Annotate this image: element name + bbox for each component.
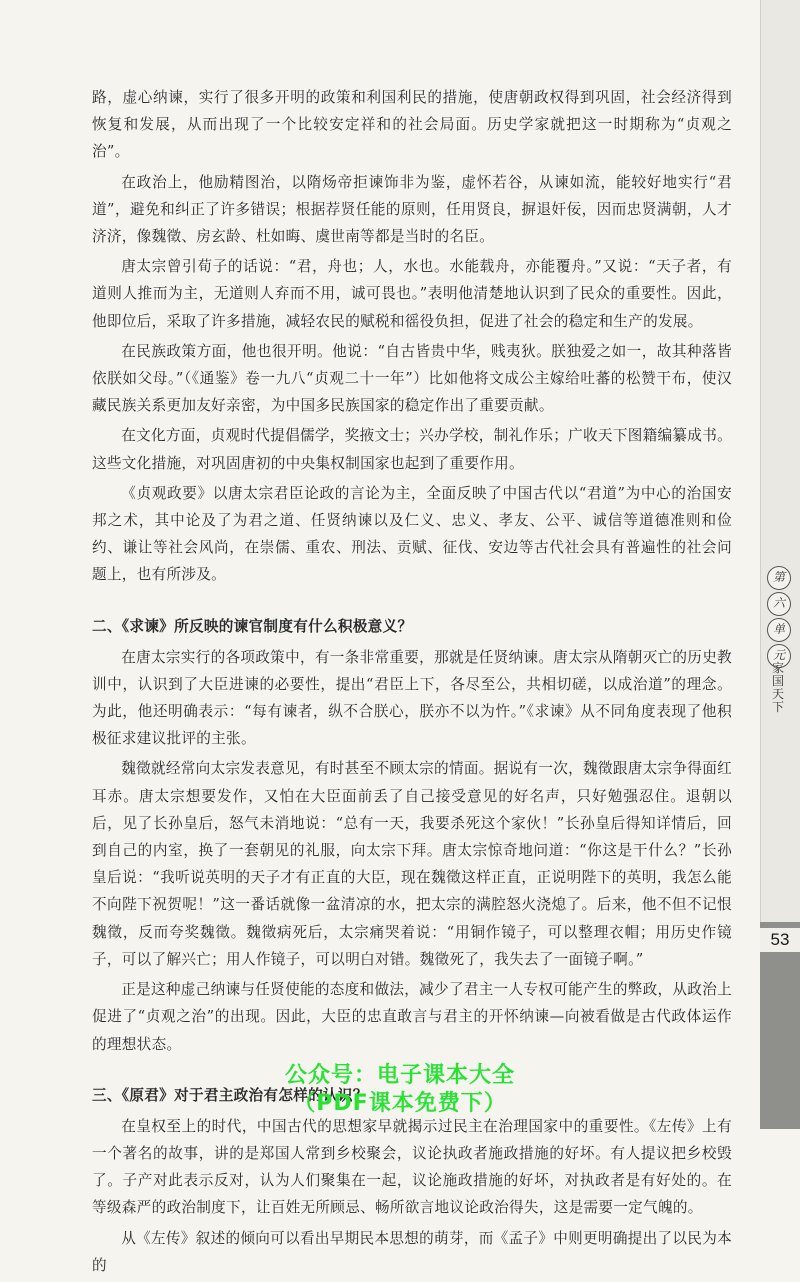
paragraph: 在唐太宗实行的各项政策中，有一条非常重要，那就是任贤纳谏。唐太宗从隋朝灭亡的历史教训中，认识到了大臣进谏的必要性，提出“君臣上下，各尽至公，共相切磋，以成治道”的理念。为此，他还明确表示：“每有谏者，纵不合朕心，朕亦不以为忤。”《求谏》从不同角度表现了他积极征求建议批评的主张。 — [92, 648, 732, 748]
unit-label — [764, 566, 794, 670]
paragraph: 在民族政策方面，他也很开明。他说：“自古皆贵中华，贱夷狄。朕独爱之如一，故其种落皆依朕如父母。”（《通鉴》卷一九八“贞观二十一年”）比如他将文成公主嫁给吐蕃的松赞干布，使汉藏民族关系更加友好亲密，为中国多民族国家的稳定作出了重要贡献。 — [92, 342, 732, 415]
paragraph: 路，虚心纳谏，实行了很多开明的政策和利国利民的措施，使唐朝政权得到巩固，社会经济得到恢复和发展，从而出现了一个比较安定祥和的社会局面。历史学家就把这一时期称为“贞观之治”。 — [92, 89, 732, 161]
unit-char: 第 — [767, 566, 791, 590]
watermark-line: （PDF课本免费下） — [293, 1091, 507, 1116]
unit-char: 六 — [767, 592, 791, 616]
paragraph: 从《左传》叙述的倾向可以看出早期民本思想的萌芽，而《孟子》中则更明确提出了以民为本的 — [92, 1229, 732, 1274]
paragraph: 在文化方面，贞观时代提倡儒学，奖掖文士；兴办学校，制礼作乐；广收天下图籍编纂成书。这些文化措施，对巩固唐初的中央集权制国家也起到了重要作用。 — [92, 427, 732, 472]
paragraph: 在皇权至上的时代，中国古代的思想家早就揭示过民主在治理国家中的重要性。《左传》上有一个著名的故事，讲的是郑国人常到乡校聚会，议论执政者施政措施的好坏。有人提议把乡校毁了。子产对此表示反对，认为人们聚集在一起，议论施政措施的好坏，对执政者是有好处的。在等级森严的政治制度下，让百姓无所顾忌、畅所欲言地议论政治得失，这是需要一定气魄的。 — [92, 1117, 732, 1217]
section-heading: 二、《求谏》所反映的谏官制度有什么积极意义？ — [92, 617, 413, 635]
paragraph: 魏徵就经常向太宗发表意见，有时甚至不顾太宗的情面。据说有一次，魏徵跟唐太宗争得面红耳赤。唐太宗想要发作，又怕在大臣面前丢了自己接受意见的好名声，只好勉强忍住。退朝以后，见了长孙皇后，怒气未消地说：“总有一天，我要杀死这个家伙！”长孙皇后得知详情后，回到自己的内室，换了一套朝见的礼服，向太宗下拜。唐太宗惊奇地问道：“你这是干什么？”长孙皇后说：“我听说英明的天子才有正直的大臣，现在魏徵这样正直，正说明陛下的英明，我怎么能不向陛下祝贺呢！”这一番话就像一盆清凉的水，把太宗的满腔怒火浇熄了。后来，他不但不记恨魏徵，反而夸奖魏徵。魏徵病死后，太宗痛哭着说：“用铜作镜子，可以整理衣帽；用历史作镜子，可以了解兴亡；用人作镜子，可以明白对错。魏徵死了，我失去了一面镜子啊。” — [92, 760, 732, 968]
page-number: 53 — [760, 928, 800, 952]
paragraph: 唐太宗曾引荀子的话说：“君，舟也；人，水也。水能载舟，亦能覆舟。”又说：“天子者，有道则人推而为主，无道则人弃而不用，诚可畏也。”表明他清楚地认识到了民众的重要性。因此，他即位后，采取了许多措施，减轻农民的赋税和徭役负担，促进了社会的稳定和生产的发展。 — [92, 258, 732, 330]
section-heading: 三、《原君》对于君主政治有怎样的认识？ — [92, 1086, 368, 1104]
paragraph: 正是这种虚己纳谏与任贤使能的态度和做法，减少了君主一人专权可能产生的弊政，从政治上促进了“贞观之治”的出现。因此，大臣的忠直敢言与君主的开怀纳谏—向被看做是古代政体运作的理想状态。 — [92, 981, 732, 1053]
paragraph: 在政治上，他励精图治，以隋炀帝拒谏饰非为鉴，虚怀若谷，从谏如流，能较好地实行“君道”，避免和纠正了许多错误；根据荐贤任能的原则，任用贤良，摒退奸佞，因而忠贤满朝，人才济济，像魏徵、房玄龄、杜如晦、虞世南等都是当时的名臣。 — [92, 173, 732, 246]
unit-char: 元 — [767, 644, 791, 668]
unit-title: 家国天下 — [771, 661, 784, 714]
watermark-line: 公众号：电子课本大全 — [284, 1063, 515, 1088]
unit-char: 单 — [767, 618, 791, 642]
paragraph: 《贞观政要》以唐太宗君臣论政的言论为主，全面反映了中国古代以“君道”为中心的治国安邦之术，其中论及了为君之道、任贤纳谏以及仁义、忠义、孝友、公平、诚信等道德准则和俭约、谦让等社会风尚，在崇儒、重农、刑法、贡赋、征伐、安边等古代社会具有普遍性的社会问题上，也有所涉及。 — [92, 484, 732, 584]
